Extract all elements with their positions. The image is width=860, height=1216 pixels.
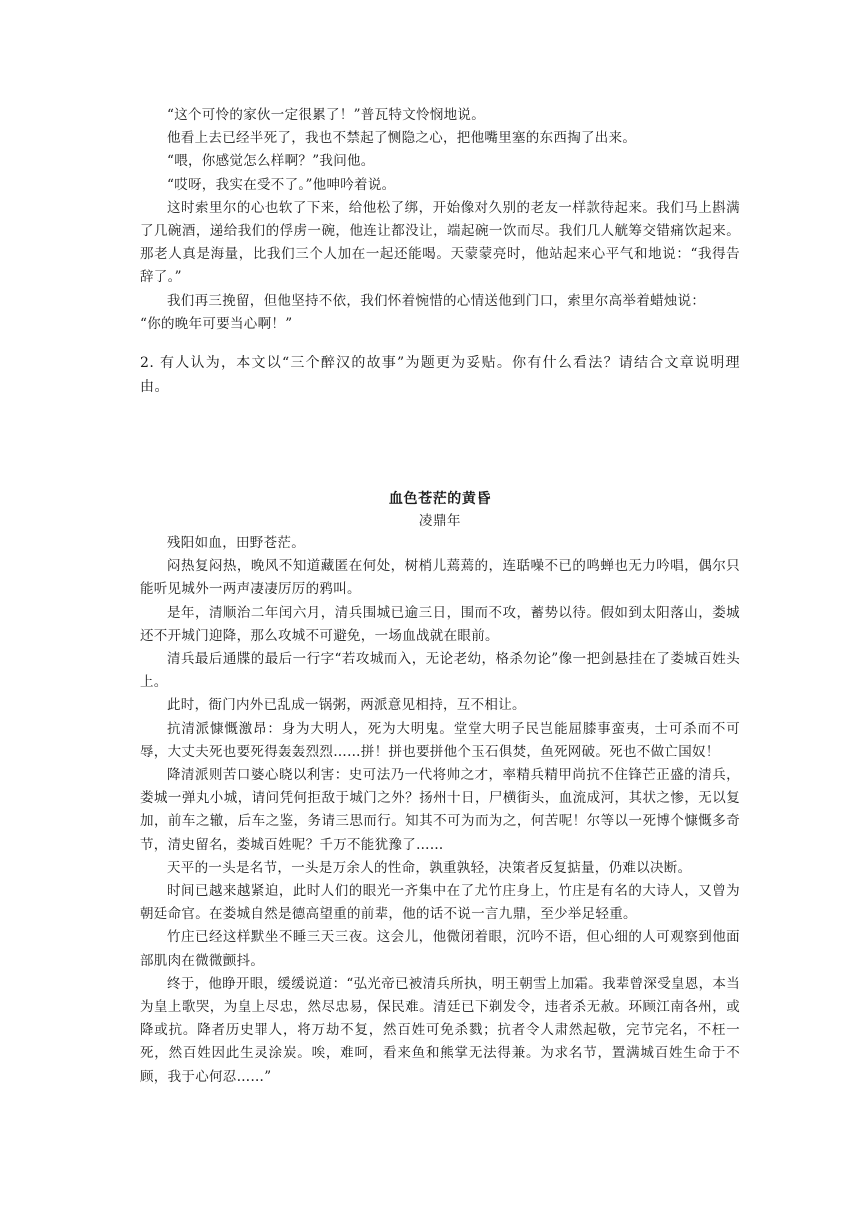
question-block <box>140 352 740 399</box>
article-paragraph: 终于，他睁开眼，缓缓说道：“弘光帝已被清兵所执，明王朝雪上加霜。我辈曾深受皇恩，本当为皇上歌哭，为皇上尽忠，然尽忠易，保民难。清廷已下剃发令，违者杀无赦。环顾江南各州，或降或抗。降者历史罪人，将万劫不复，然百姓可免杀戮；抗者令人肃然起敬，完节完名，不枉一死，然百姓因此生灵涂炭。唉，难呵，看来鱼和熊掌无法得兼。为求名节，置满城百姓生命于不顾，我于心何忍……” <box>140 975 740 1085</box>
excerpt-paragraph: “喂，你感觉怎么样啊？”我问他。 <box>167 153 375 170</box>
article-paragraph: 时间已越来越紧迫，此时人们的眼光一齐集中在了尤竹庄身上，竹庄是有名的大诗人，又曾为朝廷命官。在娄城自然是德高望重的前辈，他的话不说一言九鼎，至少举足轻重。 <box>140 883 740 923</box>
question-text: 2. 有人认为，本文以“三个醉汉的故事”为题更为妥贴。你有什么看法？请结合文章说明理由。 <box>140 355 740 395</box>
article-author: 凌鼎年 <box>418 513 462 529</box>
excerpt-paragraph: “哎呀，我实在受不了。”他呻吟着说。 <box>167 176 396 193</box>
article-title: 血色苍茫的黄昏 <box>388 491 492 507</box>
article-paragraph: 竹庄已经这样默坐不睡三天三夜。这会儿，他微闭着眼，沉吟不语，但心细的人可观察到他面部肌肉在微微颤抖。 <box>140 929 740 969</box>
article-paragraph: 天平的一头是名节，一头是万余人的性命，孰重孰轻，决策者反复掂量，仍难以决断。 <box>167 859 692 876</box>
excerpt-paragraph: 这时索里尔的心也软了下来，给他松了绑，开始像对久别的老友一样款待起来。我们马上斟满了几碗酒，递给我们的俘虏一碗，他连让都没让，端起碗一饮而尽。我们几人觥筹交错痛饮起来。那老人真是海量，比我们三个人加在一起还能喝。天蒙蒙亮时，他站起来心平气和地说：“我得告辞了。” <box>140 199 740 286</box>
article-paragraph: 降清派则苦口婆心晓以利害：史可法乃一代将帅之才，率精兵精甲尚抗不住锋芒正盛的清兵，娄城一弹丸小城，请问凭何拒敌于城门之外？扬州十日，尸横街头，血流成河，其状之惨，无以复加，前车之辙，后车之鉴，务请三思而行。知其不可为而为之，何苦呢！尔等以一死博个慷慨多奇节，清史留名，娄城百姓呢？千万不能犹豫了…… <box>140 767 740 853</box>
excerpt-paragraph: “这个可怜的家伙一定很累了！”普瓦特文怜悯地说。 <box>167 107 486 123</box>
article-paragraph: 清兵最后通牒的最后一行字“若攻城而入，无论老幼，格杀勿论”像一把剑悬挂在了娄城百姓头上。 <box>140 651 740 691</box>
article-paragraph: 抗清派慷慨激昂：身为大明人，死为大明鬼。堂堂大明子民岂能屈膝事蛮夷，士可杀而不可辱，大丈夫死也要死得轰轰烈烈……拼！拼也要拼他个玉石俱焚，鱼死网破。死也不做亡国奴！ <box>140 720 740 760</box>
article-paragraph: 闷热复闷热，晚风不知道藏匿在何处，树梢儿蔫蔫的，连聒噪不已的鸣蝉也无力吟唱，偶尔只能听见城外一两声凄凄厉厉的鸦叫。 <box>140 558 740 598</box>
article-paragraph: 是年，清顺治二年闰六月，清兵围城已逾三日，围而不攻，蓄势以待。假如到太阳落山，娄城还不开城门迎降，那么攻城不可避免，一场血战就在眼前。 <box>140 604 740 644</box>
excerpt-paragraph: 他看上去已经半死了，我也不禁起了恻隐之心，把他嘴里塞的东西掏了出来。 <box>167 130 637 147</box>
excerpt-paragraph: “你的晚年可要当心啊！” <box>140 315 293 332</box>
story-excerpt <box>140 104 740 336</box>
article <box>140 488 740 1089</box>
excerpt-paragraph: 我们再三挽留，但他坚持不依，我们怀着惋惜的心情送他到门口，索里尔高举着蜡烛说： <box>167 292 706 309</box>
article-paragraph: 此时，衙门内外已乱成一锅粥，两派意见相持，互不相让。 <box>167 697 526 714</box>
article-paragraph: 残阳如血，田野苍茫。 <box>167 535 305 551</box>
